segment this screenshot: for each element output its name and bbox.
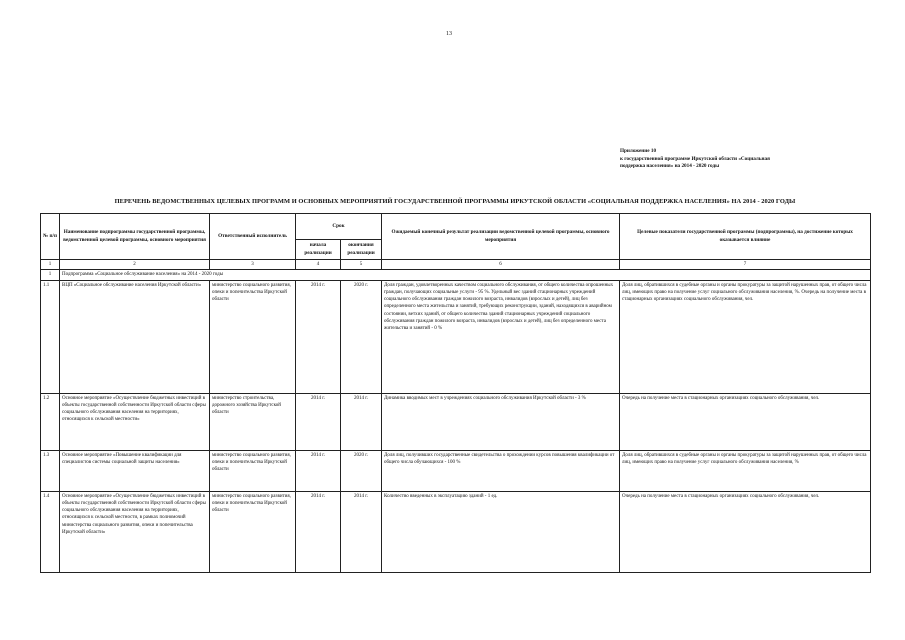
appendix-block bbox=[620, 148, 845, 171]
row-end: 2020 г. bbox=[341, 450, 382, 491]
row-start: 2014 г. bbox=[296, 450, 341, 491]
row-executor: министерство социального развития, опеки и попечительства Иркутской области bbox=[210, 450, 296, 491]
section-row bbox=[41, 270, 871, 280]
row-name: Основное мероприятие «Повышение квалификации для специалистов системы социальной защиты населения» bbox=[60, 450, 210, 491]
col-number: 1 bbox=[41, 260, 60, 270]
col-number: 3 bbox=[210, 260, 296, 270]
table-row bbox=[41, 491, 871, 572]
section-title: Подпрограмма «Социальное обслуживание населения» на 2014 - 2020 годы bbox=[60, 270, 871, 280]
header-result: Ожидаемый конечный результат реализации ведомственной целевой программы, основного мероприятия bbox=[382, 214, 620, 260]
row-name: Основное мероприятие «Осуществление бюджетных инвестиций в объекты государственной собственности Иркутской области сферы социального обслуживания населения на территориях, относящихся к сельской местности» bbox=[60, 393, 210, 450]
column-number-row bbox=[41, 260, 871, 270]
document-title: ПЕРЕЧЕНЬ ВЕДОМСТВЕННЫХ ЦЕЛЕВЫХ ПРОГРАММ И ОСНОВНЫХ МЕРОПРИЯТИЙ ГОСУДАРСТВЕННОЙ ПРОГРАММЫ ИРКУТСКОЙ ОБЛАСТИ «СОЦИАЛЬНАЯ ПОДДЕРЖКА НАСЕЛЕНИЯ» НА 2014 - 2020 ГОДЫ bbox=[114, 198, 796, 205]
row-executor: министерство социального развития, опеки и попечительства Иркутской области bbox=[210, 491, 296, 572]
row-name: ВЦП «Социальное обслуживание населения Иркутской области» bbox=[60, 280, 210, 393]
col-number: 6 bbox=[382, 260, 620, 270]
header-num: № п/п bbox=[41, 214, 60, 260]
row-result: Доля граждан, удовлетворенных качеством социального обслуживания, от общего количества опрошенных граждан, получающих социальные услуги - 95 %. Удельный вес зданий стационарных учреждений социального обслуживания граждан пожилого возраста, инвалидов (взрослых и детей), лиц без определенного места жительства и занятий, требующих реконструкции, зданий, находящихся в аварийном состоянии, ветхих зданий, от общего количества зданий стационарных учреждений социального обслуживания граждан пожилого возраста, инвалидов (взрослых и детей), лиц без определенного места жительства и занятий - 0 % bbox=[382, 280, 620, 393]
row-indicators: Доля лиц, обратившихся в судебные органы и органы прокуратуры за защитой нарушенных прав, от общего числа лиц, имеющих право на получение услуг социального обслуживания населения, %. Очередь на получение места в стационарных организациях социального обслуживания, чел. bbox=[620, 280, 871, 393]
page-number: 13 bbox=[446, 31, 452, 37]
header-end: окончания реализации bbox=[341, 240, 382, 260]
header-row bbox=[41, 214, 871, 240]
row-start: 2014 г. bbox=[296, 280, 341, 393]
row-executor: министерство социального развития, опеки и попечительства Иркутской области bbox=[210, 280, 296, 393]
row-indicators: Очередь на получение места в стационарных организациях социального обслуживания, чел. bbox=[620, 491, 871, 572]
col-number: 2 bbox=[60, 260, 210, 270]
row-end: 2014 г. bbox=[341, 393, 382, 450]
row-result: Количество введенных в эксплуатацию зданий - 1 ед. bbox=[382, 491, 620, 572]
row-result: Доля лиц, получивших государственные свидетельства о прохождении курсов повышения квалификации от общего числа обучающихся - 100 % bbox=[382, 450, 620, 491]
appendix-title: Приложение 10 bbox=[620, 148, 657, 154]
table-row bbox=[41, 280, 871, 393]
row-end: 2014 г. bbox=[341, 491, 382, 572]
col-number: 5 bbox=[341, 260, 382, 270]
row-indicators: Очередь на получение места в стационарных организациях социального обслуживания, чел. bbox=[620, 393, 871, 450]
row-num: 1.2 bbox=[41, 393, 60, 450]
col-number: 7 bbox=[620, 260, 871, 270]
row-executor: министерство строительства, дорожного хозяйства Иркутской области bbox=[210, 393, 296, 450]
header-start: начала реализации bbox=[296, 240, 341, 260]
header-term: Срок bbox=[296, 214, 382, 240]
row-num: 1.4 bbox=[41, 491, 60, 572]
row-end: 2020 г. bbox=[341, 280, 382, 393]
appendix-line-2: поддержка населения» на 2014 - 2020 годы bbox=[620, 163, 720, 170]
row-num: 1.3 bbox=[41, 450, 60, 491]
row-name: Основное мероприятие «Осуществление бюджетных инвестиций в объекты государственной собственности Иркутской области сферы социального обслуживания населения на территориях, относящихся к сельской местности, в рамках полномочий министерства социального развития, опеки и попечительства Иркутской области» bbox=[60, 491, 210, 572]
row-start: 2014 г. bbox=[296, 491, 341, 572]
section-num: 1 bbox=[41, 270, 60, 280]
programs-table bbox=[40, 213, 871, 573]
appendix-line-1: к государственной программе Иркутской области «Социальная bbox=[620, 155, 770, 162]
row-num: 1.1 bbox=[41, 280, 60, 393]
header-indicators: Целевые показатели государственной программы (подпрограммы), на достижение которых оказывается влияние bbox=[620, 214, 871, 260]
table-row bbox=[41, 450, 871, 491]
row-start: 2014 г. bbox=[296, 393, 341, 450]
col-number: 4 bbox=[296, 260, 341, 270]
table-row bbox=[41, 393, 871, 450]
header-name: Наименование подпрограммы государственной программы, ведомственной целевой программы, основного мероприятия bbox=[60, 214, 210, 260]
row-result: Динамика вводимых мест в учреждениях социального обслуживания Иркутской области - 3 % bbox=[382, 393, 620, 450]
header-executor: Ответственный исполнитель bbox=[210, 214, 296, 260]
row-indicators: Доля лиц, обратившихся в судебные органы и органы прокуратуры за защитой нарушенных прав, от общего числа лиц, имеющих право на получение услуг социального обслуживания населения, % bbox=[620, 450, 871, 491]
